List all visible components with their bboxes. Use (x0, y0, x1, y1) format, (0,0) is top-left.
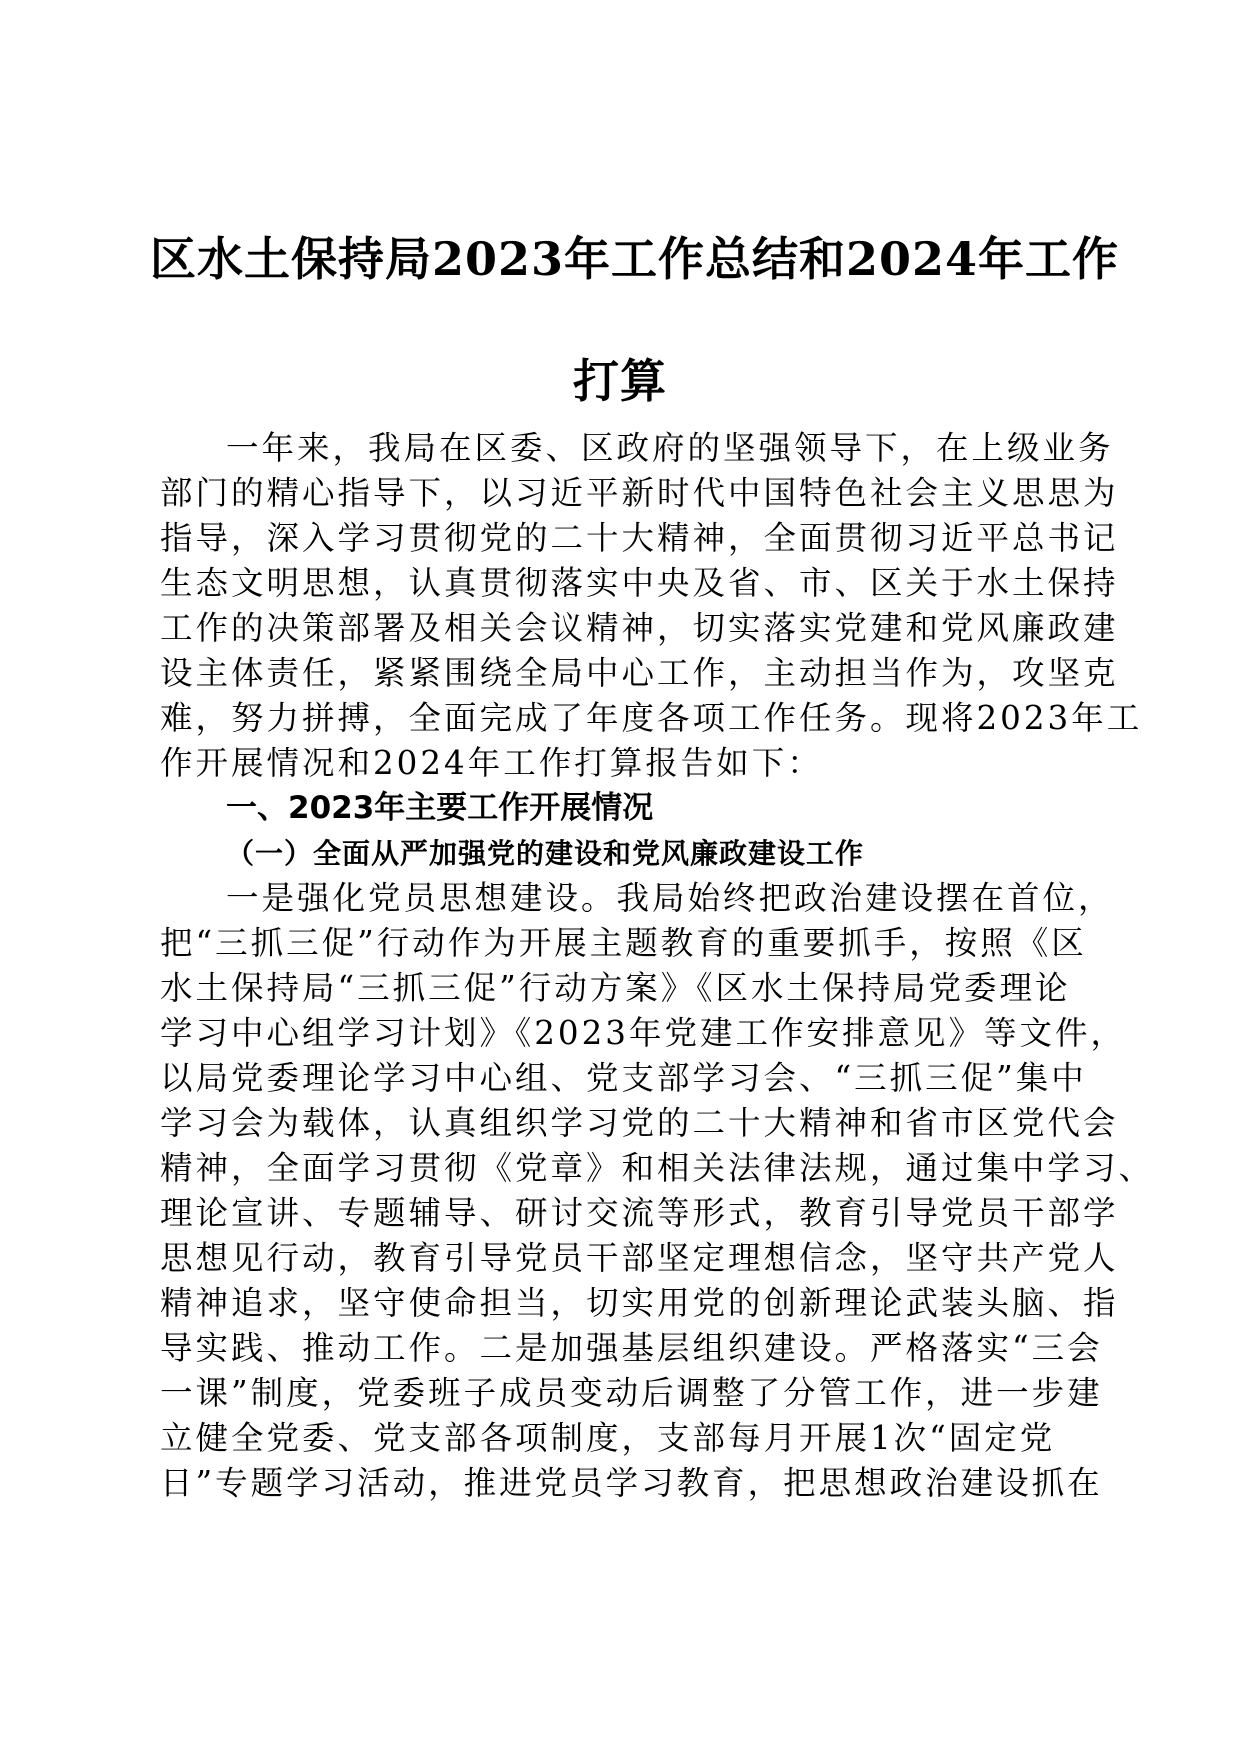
document-title-line-1: 区水土保持局2023年工作总结和2024年工作 (150, 232, 1120, 286)
intro-paragraph-line: 部门的精心指导下，以习近平新时代中国特色社会主义思思为 (160, 474, 1119, 512)
section-paragraph-line: 一是强化党员思想建设。我局始终把政治建设摆在首位， (226, 879, 1114, 917)
intro-paragraph-line: 生态文明思想，认真贯彻落实中央及省、市、区关于水土保持 (160, 564, 1119, 602)
document-title-line-2: 打算 (573, 354, 667, 408)
section-paragraph-line: 思想见行动，教育引导党员干部坚定理想信念，坚守共产党人 (160, 1239, 1119, 1277)
section-paragraph-line: 立健全党委、党支部各项制度，支部每月开展1次“固定党 (160, 1419, 1056, 1457)
section-paragraph-line: 学习会为载体，认真组织学习党的二十大精神和省市区党代会 (160, 1104, 1119, 1142)
section-paragraph-line: 把“三抓三促”行动作为开展主题教育的重要抓手，按照《区 (160, 924, 1087, 962)
section-paragraph-line: 精神追求，坚守使命担当，切实用党的创新理论武装头脑、指 (160, 1284, 1119, 1322)
section-paragraph-line: 学习中心组学习计划》《2023年党建工作安排意见》等文件， (160, 1014, 1126, 1052)
section-paragraph-line: 理论宣讲、专题辅导、研讨交流等形式，教育引导党员干部学 (160, 1194, 1119, 1232)
section-paragraph-line: 导实践、推动工作。二是加强基层组织建设。严格落实“三会 (160, 1329, 1103, 1367)
section-heading-1: 一、2023年主要工作开展情况 (226, 790, 654, 826)
intro-paragraph-line: 作开展情况和2024年工作打算报告如下： (160, 744, 823, 782)
intro-paragraph-line: 指导，深入学习贯彻党的二十大精神，全面贯彻习近平总书记 (160, 519, 1119, 557)
section-paragraph-line: 一课”制度，党委班子成员变动后调整了分管工作，进一步建 (160, 1374, 1103, 1412)
section-paragraph-line: 水土保持局“三抓三促”行动方案》《区水土保持局党委理论 (160, 969, 1071, 1007)
section-heading-2: （一）全面从严加强党的建设和党风廉政建设工作 (226, 837, 865, 870)
intro-paragraph-line: 难，努力拼搏，全面完成了年度各项工作任务。现将2023年工 (160, 699, 1143, 737)
intro-paragraph-line: 设主体责任，紧紧围绕全局中心工作，主动担当作为，攻坚克 (160, 654, 1119, 692)
document-body (160, 426, 1155, 1506)
section-paragraph-line: 精神，全面学习贯彻《党章》和相关法律法规，通过集中学习、 (160, 1149, 1155, 1187)
section-paragraph-line: 日”专题学习活动，推进党员学习教育，把思想政治建设抓在 (160, 1464, 1103, 1502)
intro-paragraph-line: 工作的决策部署及相关会议精神，切实落实党建和党风廉政建 (160, 609, 1119, 647)
section-paragraph-line: 以局党委理论学习中心组、党支部学习会、“三抓三促”集中 (160, 1059, 1087, 1097)
intro-paragraph-line: 一年来，我局在区委、区政府的坚强领导下，在上级业务 (226, 429, 1114, 467)
